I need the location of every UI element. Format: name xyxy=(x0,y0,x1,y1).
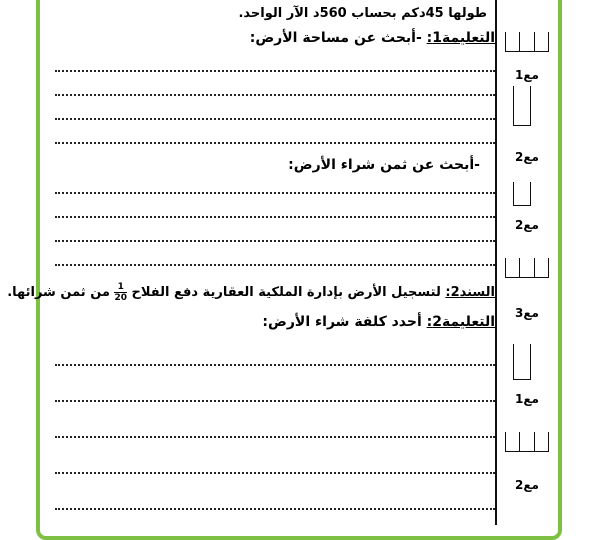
criterion-label: مع1 xyxy=(515,392,539,406)
criterion-label: مع3 xyxy=(515,306,539,320)
task1-title: التعليمة1: xyxy=(426,30,495,46)
task1-prompt: -أبحث عن مساحة الأرض: xyxy=(249,30,422,46)
task2-prompt: أحدد كلفة شراء الأرض: xyxy=(262,314,422,330)
criterion-label: مع2 xyxy=(515,478,539,492)
score-grid xyxy=(505,32,549,52)
score-box[interactable] xyxy=(513,182,531,206)
task2-heading xyxy=(262,314,495,330)
answer-line[interactable] xyxy=(55,264,495,266)
problem-statement-line: طولها 45دكم بحساب 560د الآر الواحد. xyxy=(238,6,487,21)
answer-line[interactable] xyxy=(55,364,495,366)
criterion-label: مع2 xyxy=(515,218,539,232)
answer-line[interactable] xyxy=(55,216,495,218)
answer-line[interactable] xyxy=(55,70,495,72)
source2-title: السند2: xyxy=(445,285,495,300)
fraction xyxy=(114,282,127,303)
answer-line[interactable] xyxy=(55,508,495,510)
source2-text-b: من ثمن شرائها. xyxy=(7,285,110,300)
task2-title: التعليمة2: xyxy=(426,314,495,330)
answer-line[interactable] xyxy=(55,472,495,474)
answer-line[interactable] xyxy=(55,192,495,194)
score-grid xyxy=(505,432,549,452)
score-grid xyxy=(505,258,549,278)
fraction-denominator: 20 xyxy=(114,293,128,303)
margin-divider xyxy=(495,0,497,525)
task1-heading xyxy=(250,30,495,46)
answer-line[interactable] xyxy=(55,240,495,242)
answer-line[interactable] xyxy=(55,142,495,144)
answer-line[interactable] xyxy=(55,118,495,120)
criterion-label: مع2 xyxy=(515,150,539,164)
source2-heading xyxy=(7,282,495,303)
fraction-numerator: 1 xyxy=(114,282,127,293)
answer-line[interactable] xyxy=(55,436,495,438)
answer-line[interactable] xyxy=(55,400,495,402)
task1-prompt2: -أبحث عن ثمن شراء الأرض: xyxy=(288,157,480,173)
criterion-label: مع1 xyxy=(515,68,539,82)
answer-line[interactable] xyxy=(55,94,495,96)
source2-text-a: لتسجيل الأرض بإدارة الملكية العقارية دفع الفلاح xyxy=(131,285,441,300)
score-box[interactable] xyxy=(513,344,531,380)
score-box[interactable] xyxy=(513,86,531,126)
